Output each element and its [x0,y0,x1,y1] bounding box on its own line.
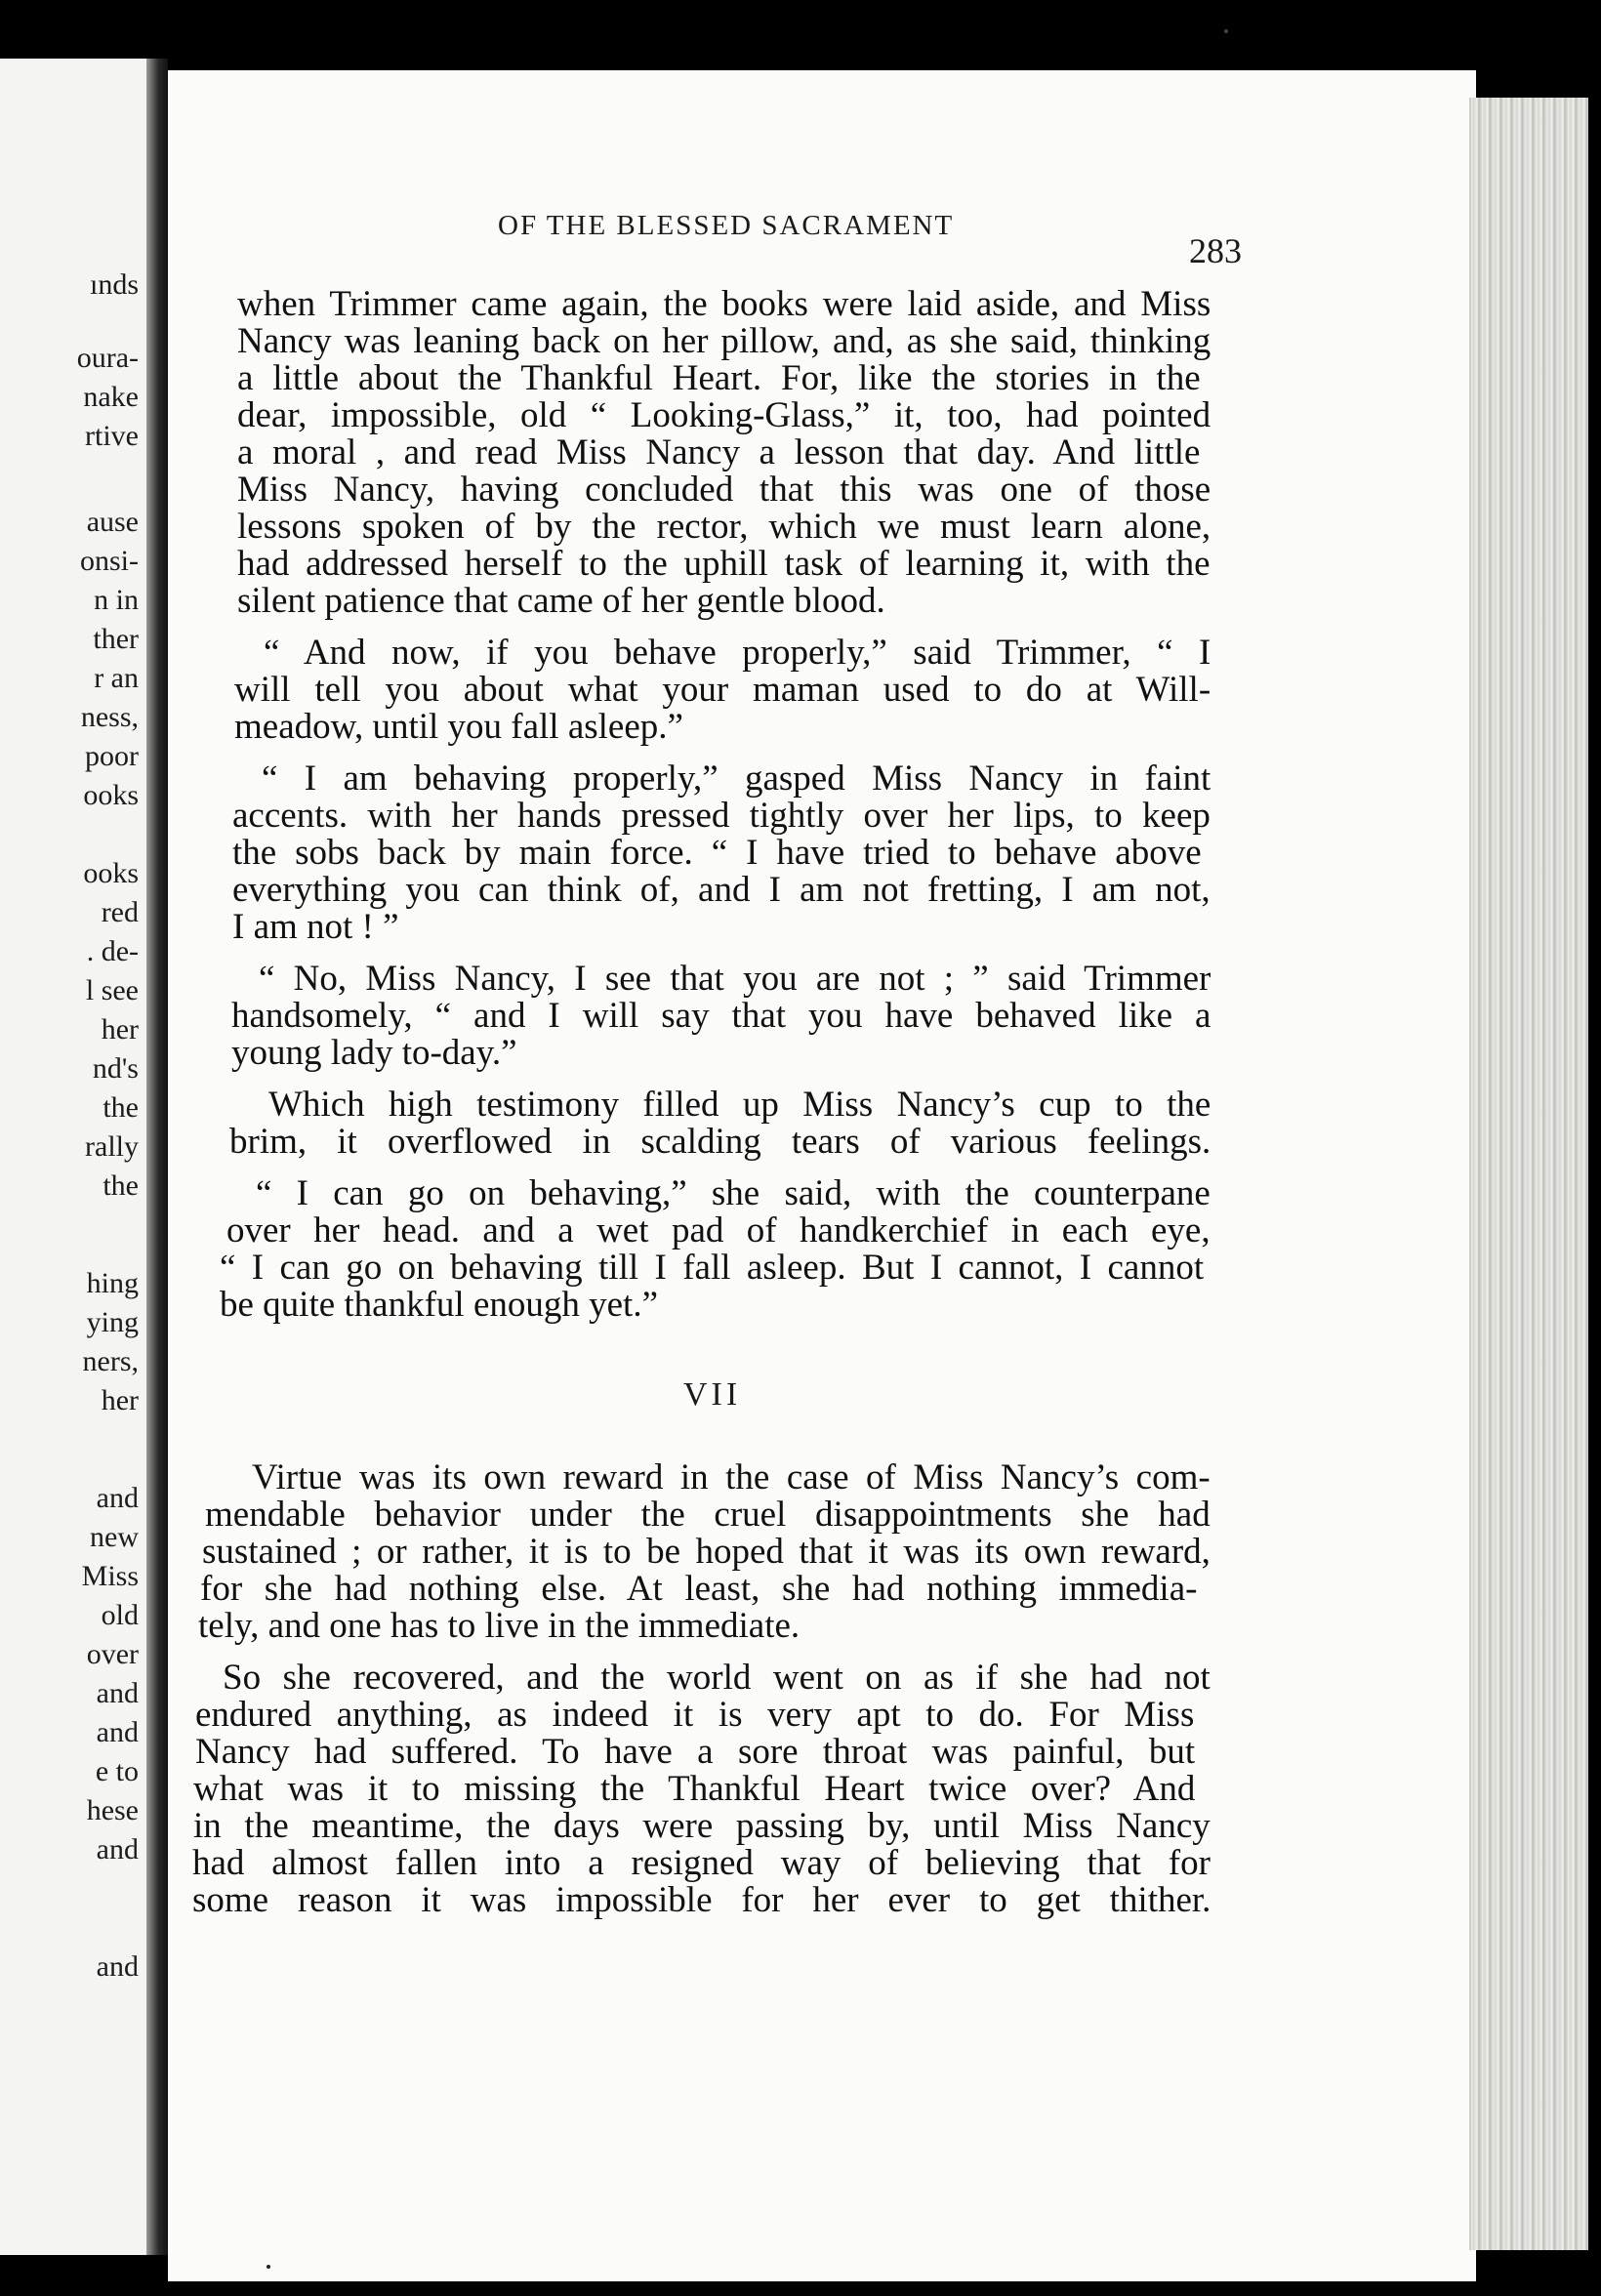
facing-page-line: hing [86,1267,139,1299]
facing-page-line: over [86,1638,139,1670]
body-line: I am not ! ” [232,907,399,947]
body-line: “ I can go on behaving,” she said, with the counterpane [256,1173,1211,1213]
facing-page-line: ooks [83,779,139,811]
facing-page-line: and [96,1950,139,1983]
body-line: when Trimmer came again, the books were laid aside, and Miss [237,284,1211,324]
body-line: Nancy was leaning back on her pillow, and, as she said, thinking [237,321,1211,361]
facing-page-line: e to [95,1755,139,1787]
body-line: everything you can think of, and I am not fretting, I am not, [232,870,1211,910]
body-line: the sobs back by main force. “ I have tried to behave above [232,833,1202,873]
body-line: dear, impossible, old “ Looking-Glass,” it, too, had pointed [237,395,1211,435]
facing-page-line: rtive [85,420,139,452]
facing-page-line: n in [94,584,139,616]
body-line: will tell you about what your maman used to do at Will- [234,670,1211,710]
facing-page-line: and [96,1482,139,1514]
facing-page-line: . de- [86,935,139,967]
body-line: over her head. and a wet pad of handkerchief in each eye, [226,1210,1211,1250]
page-edges [1469,98,1588,2250]
facing-page-line: ther [93,623,139,655]
body-line: in the meantime, the days were passing by, until Miss Nancy [193,1806,1211,1846]
facing-page-line: oura- [76,342,139,374]
facing-page-line: old [101,1599,139,1631]
facing-page-line: red [101,896,139,928]
body-line: meadow, until you fall asleep.” [234,707,683,747]
facing-page-line: ause [86,506,139,538]
running-head: OF THE BLESSED SACRAMENT [498,210,955,241]
facing-page-line: onsi- [80,545,139,577]
print-speck [1224,29,1228,33]
body-line: Which high testimony filled up Miss Nancy’s cup to the [268,1085,1211,1125]
body-line: handsomely, “ and I will say that you have behaved like a [231,996,1211,1036]
facing-page-line: ying [86,1306,139,1338]
facing-page-line: the [103,1169,139,1202]
body-line: some reason it was impossible for her ever to get thither. [192,1880,1211,1920]
body-line: had addressed herself to the uphill task of learning it, with the [237,544,1211,584]
body-line: “ I am behaving properly,” gasped Miss Nancy in faint [262,758,1211,799]
body-line: So she recovered, and the world went on as if she had not [223,1658,1211,1698]
facing-page-line: r an [94,662,139,694]
body-line: lessons spoken of by the rector, which we must learn alone, [237,507,1211,547]
facing-page-line: and [96,1833,139,1866]
facing-page-line: ooks [83,857,139,889]
facing-page-line: ness, [80,701,139,733]
body-line: a moral , and read Miss Nancy a lesson that day. And little [237,432,1201,472]
facing-page-line: the [103,1091,139,1124]
facing-page-line: her [101,1384,139,1416]
body-line: a little about the Thankful Heart. For, like the stories in the [237,358,1201,398]
chapter-heading: VII [683,1376,742,1413]
body-line: silent patience that came of her gentle blood. [237,581,885,621]
facing-page [0,59,146,2255]
facing-page-line: her [101,1013,139,1046]
facing-page-line: hese [86,1794,139,1826]
facing-page-line: l see [85,974,139,1006]
body-line: “ And now, if you behave properly,” said Trimmer, “ I [264,633,1211,673]
facing-page-line: Miss [81,1560,139,1592]
body-line: what was it to missing the Thankful Heart twice over? And [193,1769,1196,1809]
body-line: “ No, Miss Nancy, I see that you are not ; ” said Trimmer [259,959,1211,999]
facing-page-line: ners, [82,1345,139,1377]
body-line: “ I can go on behaving till I fall asleep. But I cannot, I cannot [220,1248,1205,1288]
body-line: tely, and one has to live in the immediate. [198,1606,800,1646]
body-line: for she had nothing else. At least, she had nothing immedia- [200,1569,1198,1609]
body-line: endured anything, as indeed it is very apt to do. For Miss [195,1695,1195,1735]
page-number: 283 [1189,231,1242,270]
body-line: mendable behavior under the cruel disappointments she had [205,1495,1211,1535]
body-line: Virtue was its own reward in the case of Miss Nancy’s com- [252,1457,1211,1497]
body-line: be quite thankful enough yet.” [220,1285,659,1325]
body-line: sustained ; or rather, it is to be hoped that it was its own reward, [202,1532,1211,1572]
facing-page-line: and [96,1716,139,1748]
body-line: accents. with her hands pressed tightly over her lips, to keep [232,796,1211,836]
facing-page-line: nd's [92,1052,139,1085]
facing-page-line: nake [83,381,139,413]
facing-page-line: new [90,1521,139,1553]
facing-page-line: rally [85,1130,139,1163]
body-line: Nancy had suffered. To have a sore throat was painful, but [195,1732,1196,1772]
body-line: young lady to-day.” [231,1033,517,1073]
facing-page-line: and [96,1677,139,1709]
body-line: Miss Nancy, having concluded that this was one of those [237,470,1211,510]
print-speck [267,2265,270,2269]
book-gutter [146,59,168,2255]
facing-page-line: ınds [89,268,139,301]
facing-page-line: poor [85,740,139,772]
body-line: had almost fallen into a resigned way of believing that for [192,1843,1211,1883]
body-line: brim, it overflowed in scalding tears of various feelings. [229,1122,1211,1162]
